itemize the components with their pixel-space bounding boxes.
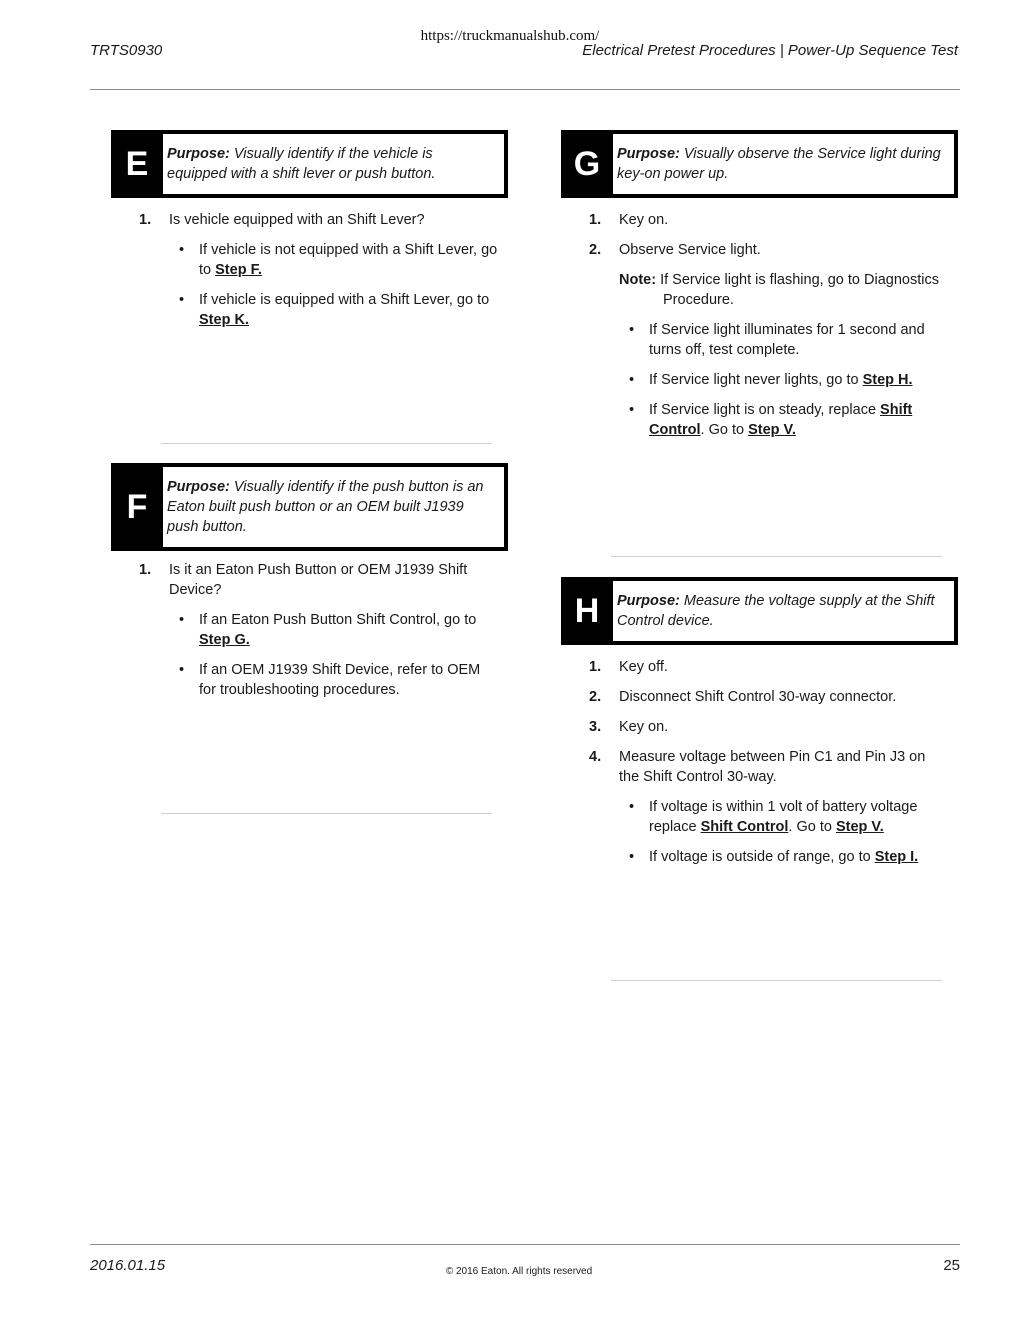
- item-text: Key off.: [619, 659, 668, 675]
- bullet-text: . Go to: [788, 819, 836, 835]
- step-v-link[interactable]: Step V.: [748, 422, 796, 438]
- item-number: 4.: [589, 749, 602, 765]
- item-number: 1.: [589, 659, 602, 675]
- bullet-item: [169, 660, 499, 700]
- bullet-icon: •: [179, 292, 185, 308]
- item-text: Is vehicle equipped with an Shift Lever?: [169, 212, 425, 228]
- step-letter: F: [126, 487, 148, 526]
- bullet-text: If vehicle is equipped with a Shift Lever, go to: [199, 292, 490, 308]
- item-number: 2.: [589, 689, 602, 705]
- bullet-icon: •: [179, 242, 185, 258]
- step-v-link[interactable]: Step V.: [835, 819, 884, 835]
- item-text: Key on.: [619, 719, 669, 735]
- list-item: [139, 560, 499, 700]
- bullet-text: . Go to: [700, 422, 749, 438]
- divider: [611, 980, 942, 981]
- header-rule: [90, 89, 960, 90]
- item-number: 1.: [589, 212, 602, 228]
- list-item: [589, 747, 949, 787]
- purpose-label: Purpose:: [167, 479, 230, 495]
- list-item: [589, 210, 949, 230]
- item-number: 1.: [139, 562, 152, 578]
- purpose-text: [613, 581, 954, 641]
- bullet-icon: •: [629, 799, 635, 815]
- bullet-item: [169, 240, 499, 280]
- item-text: Observe Service light.: [619, 242, 761, 258]
- step-letter: H: [574, 591, 600, 630]
- list-item: [589, 240, 949, 260]
- bullet-text: If vehicle is not equipped with a Shift Lever, go to: [199, 242, 498, 278]
- divider: [161, 813, 492, 814]
- bullet-icon: •: [629, 372, 635, 388]
- footer-rule: [90, 1244, 960, 1245]
- shift-control-link[interactable]: Shift Control: [700, 819, 789, 835]
- bullet-icon: •: [179, 612, 185, 628]
- step-h-instructions: [589, 657, 949, 877]
- item-number: 3.: [589, 719, 602, 735]
- shift-control-link[interactable]: Shift Control: [649, 402, 913, 438]
- publication-date: 2016.01.15: [90, 1257, 166, 1274]
- purpose-label: Purpose:: [617, 146, 680, 162]
- list-item: [589, 717, 949, 737]
- bullet-item: [169, 610, 499, 650]
- bullet-text: If Service light illuminates for 1 second and turns off, test complete.: [649, 322, 925, 358]
- bullet-item: [619, 400, 949, 440]
- item-text: Measure voltage between Pin C1 and Pin J3 on the Shift Control 30-way.: [619, 749, 926, 785]
- purpose-description: Visually identify if the vehicle is equipped with a shift lever or push button.: [167, 146, 436, 182]
- bullet-item: [619, 320, 949, 360]
- step-f-instructions: [139, 560, 499, 710]
- purpose-description: Visually identify if the push button is an Eaton built push button or an OEM built J1939 push button.: [167, 479, 484, 535]
- step-h-purpose-box: [561, 577, 958, 645]
- bullet-item: [169, 290, 499, 330]
- bullet-icon: •: [629, 849, 635, 865]
- divider: [161, 443, 492, 444]
- purpose-text: [613, 134, 954, 194]
- source-url: https://truckmanualshub.com/: [420, 28, 600, 44]
- bullet-icon: •: [629, 322, 635, 338]
- step-e-purpose-box: [111, 130, 508, 198]
- bullet-text: If an Eaton Push Button Shift Control, go to: [199, 612, 477, 628]
- copyright: © 2016 Eaton. All rights reserved: [445, 1266, 593, 1277]
- bullet-item: [619, 370, 949, 390]
- purpose-text: [163, 134, 504, 194]
- bullet-text: If Service light is on steady, replace: [649, 402, 881, 418]
- step-e-instructions: [139, 210, 499, 340]
- purpose-description: Measure the voltage supply at the Shift Control device.: [617, 593, 935, 629]
- bullet-text: If Service light never lights, go to: [649, 372, 863, 388]
- document-id: TRTS0930: [90, 42, 163, 59]
- purpose-text: [163, 467, 504, 547]
- bullet-text: If an OEM J1939 Shift Device, refer to OEM for troubleshooting procedures.: [199, 662, 481, 698]
- bullet-text: If voltage is outside of range, go to: [649, 849, 875, 865]
- bullet-item: [619, 797, 949, 837]
- step-g-link[interactable]: Step G.: [199, 632, 250, 648]
- step-g-purpose-box: [561, 130, 958, 198]
- purpose-description: Visually observe the Service light during key-on power up.: [617, 146, 941, 182]
- purpose-label: Purpose:: [167, 146, 230, 162]
- item-text: Disconnect Shift Control 30-way connector.: [619, 689, 897, 705]
- step-k-link[interactable]: Step K.: [199, 312, 249, 328]
- step-f-link[interactable]: Step F.: [215, 262, 262, 278]
- step-h-link[interactable]: Step H.: [862, 372, 913, 388]
- item-number: 2.: [589, 242, 602, 258]
- step-f-purpose-box: [111, 463, 508, 551]
- section-title: Electrical Pretest Procedures | Power-Up Sequence Test: [582, 42, 958, 59]
- item-number: 1.: [139, 212, 152, 228]
- page-number: 25: [943, 1257, 960, 1274]
- list-item: [139, 210, 499, 330]
- divider: [611, 556, 942, 557]
- bullet-icon: •: [629, 402, 635, 418]
- bullet-text: If voltage is within 1 volt of battery voltage replace: [649, 799, 918, 835]
- step-letter: E: [125, 144, 149, 183]
- step-g-instructions: [589, 210, 949, 450]
- item-text: Is it an Eaton Push Button or OEM J1939 Shift Device?: [169, 562, 468, 598]
- note: [589, 270, 949, 310]
- step-i-link[interactable]: Step I.: [874, 849, 919, 865]
- bullet-icon: •: [179, 662, 185, 678]
- purpose-label: Purpose:: [617, 593, 680, 609]
- step-letter: G: [573, 144, 601, 183]
- list-item: [589, 657, 949, 677]
- note-label: Note:: [619, 272, 657, 288]
- note-text: If Service light is flashing, go to Diagnostics Procedure.: [656, 272, 939, 308]
- item-text: Key on.: [619, 212, 669, 228]
- bullet-item: [619, 847, 949, 867]
- list-item: [589, 687, 949, 707]
